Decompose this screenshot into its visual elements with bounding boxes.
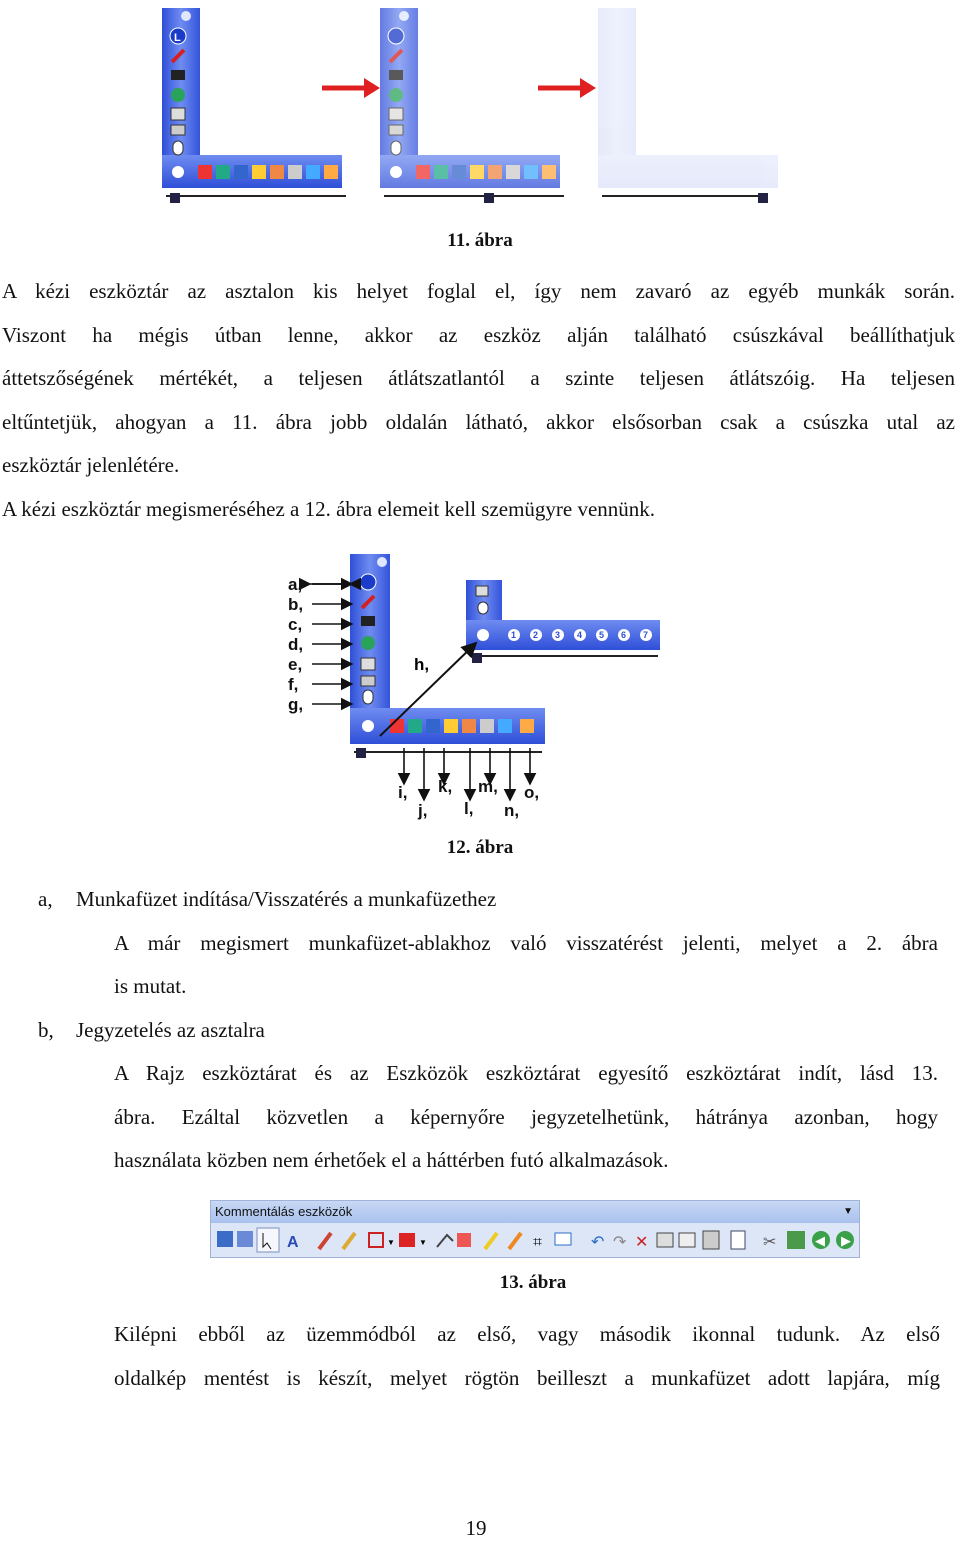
svg-text:4: 4 [577,630,583,640]
svg-text:⌗: ⌗ [533,1234,543,1251]
label-l: l, [464,799,474,818]
figure-11-caption: 11. ábra [447,230,513,251]
toolbar-title: Kommentálás eszközök [215,1204,353,1219]
svg-text:L: L [174,32,181,44]
mouse-icon [173,141,183,155]
label-i: i, [398,783,408,802]
closing-line: Kilépni ebből az üzemmódból az első, vagy második ikonnal tudunk. Az első [114,1322,940,1346]
label-j: j, [418,801,428,820]
svg-text:3: 3 [555,630,561,640]
svg-text:6: 6 [621,630,627,640]
svg-text:5: 5 [599,630,605,640]
svg-text:▼: ▼ [387,1238,395,1247]
closing-line: oldalkép mentést is készít, melyet rögtön beilleszt a munkafüzet adott lapjára, míg [114,1365,940,1390]
expanded-toolbar [466,580,660,650]
label-f: f, [288,675,299,694]
svg-text:▼: ▼ [419,1238,427,1247]
svg-text:↶: ↶ [591,1234,605,1251]
slider-handle [170,193,180,203]
intro-line: eltűntetjük, ahogyan a 11. ábra jobb oldalán látható, akkor elsősorban csak a csúszka utal az [2,409,955,434]
svg-text:✕: ✕ [635,1234,649,1251]
item-a [38,878,938,1183]
label-h: h, [414,655,430,674]
svg-text:▶: ▶ [841,1233,851,1248]
svg-text:↷: ↷ [613,1234,627,1251]
label-a: a, [288,575,303,594]
label-d: d, [288,635,304,654]
intro-line: áttetszőségének mértékét, a teljesen átlátszatlantól a szinte teljesen átlátszóig. Ha teljesen [2,366,955,390]
label-g: g, [288,695,304,714]
camera-icon [171,70,185,80]
item-marker: b, [38,1017,54,1042]
item-desc: is mutat. [114,974,187,998]
closing-paragraph [114,1313,940,1400]
label-e: e, [288,655,303,674]
figure-11-toolbars [150,0,790,215]
label-m: m, [478,777,498,796]
dropdown-icon[interactable]: ▼ [843,1206,853,1217]
label-b: b, [288,595,304,614]
label-k: k, [438,777,453,796]
toolbar-semi [380,8,560,188]
svg-text:✂: ✂ [763,1234,777,1251]
svg-text:2: 2 [533,630,539,640]
toolbar-buttons [211,1223,859,1257]
label-c: c, [288,615,303,634]
label-o: o, [524,783,540,802]
svg-text:◀: ◀ [815,1233,825,1248]
intro-line: A kézi eszköztár megismeréséhez a 12. ábra elemeit kell szemügyre vennünk. [2,496,656,521]
figure-12-diagram [280,548,680,828]
bottom-labels [398,777,539,820]
label-n: n, [504,801,520,820]
close-icon [181,11,191,21]
calculator-icon [171,125,185,135]
intro-paragraph [2,270,955,531]
item-desc: A már megismert munkafüzet-ablakhoz való visszatérést jelenti, melyet a 2. ábra [114,930,938,955]
figure-13-caption: 13. ábra [499,1272,567,1293]
svg-text:1: 1 [511,630,517,640]
toolbar-title-bar [211,1201,859,1223]
page-number: 19 [465,1516,487,1540]
left-labels [288,575,303,714]
item-desc: ábra. Ezáltal közvetlen a képernyőre jegyzetelhetünk, hátránya azonban, hogy [114,1104,938,1129]
figure-12-caption: 12. ábra [446,837,514,858]
intro-line: eszköztár jelenlétére. [2,453,180,477]
globe-icon [171,88,185,102]
intro-line: A kézi eszköztár az asztalon kis helyet foglal el, így nem zavaró az egyéb munkák során. [2,279,955,303]
red-arrow-1 [322,78,380,98]
svg-text:A: A [287,1234,299,1251]
svg-text:7: 7 [643,630,649,640]
intro-line: Viszont ha mégis útban lenne, akkor az eszköz alján található csúszkával beállíthatjuk [2,322,955,347]
toolbar-opaque [162,8,346,203]
item-title: Munkafüzet indítása/Visszatérés a munkafüzethez [76,887,497,911]
item-title: Jegyzetelés az asztalra [76,1017,265,1042]
item-marker: a, [38,887,53,911]
toolbar-icon-row[interactable] [217,1228,854,1252]
toolbar-transparent [598,8,778,188]
item-desc: használata közben nem érhetőek el a háttérben futó alkalmazások. [114,1148,669,1172]
keyboard-icon [171,108,185,120]
item-desc: A Rajz eszköztárat és az Eszközök eszköztárat egyesítő eszköztárat indít, lásd 13. [114,1061,938,1085]
comment-toolbar [210,1200,860,1258]
bottom-arrows [404,748,530,800]
red-arrow-2 [538,78,596,98]
